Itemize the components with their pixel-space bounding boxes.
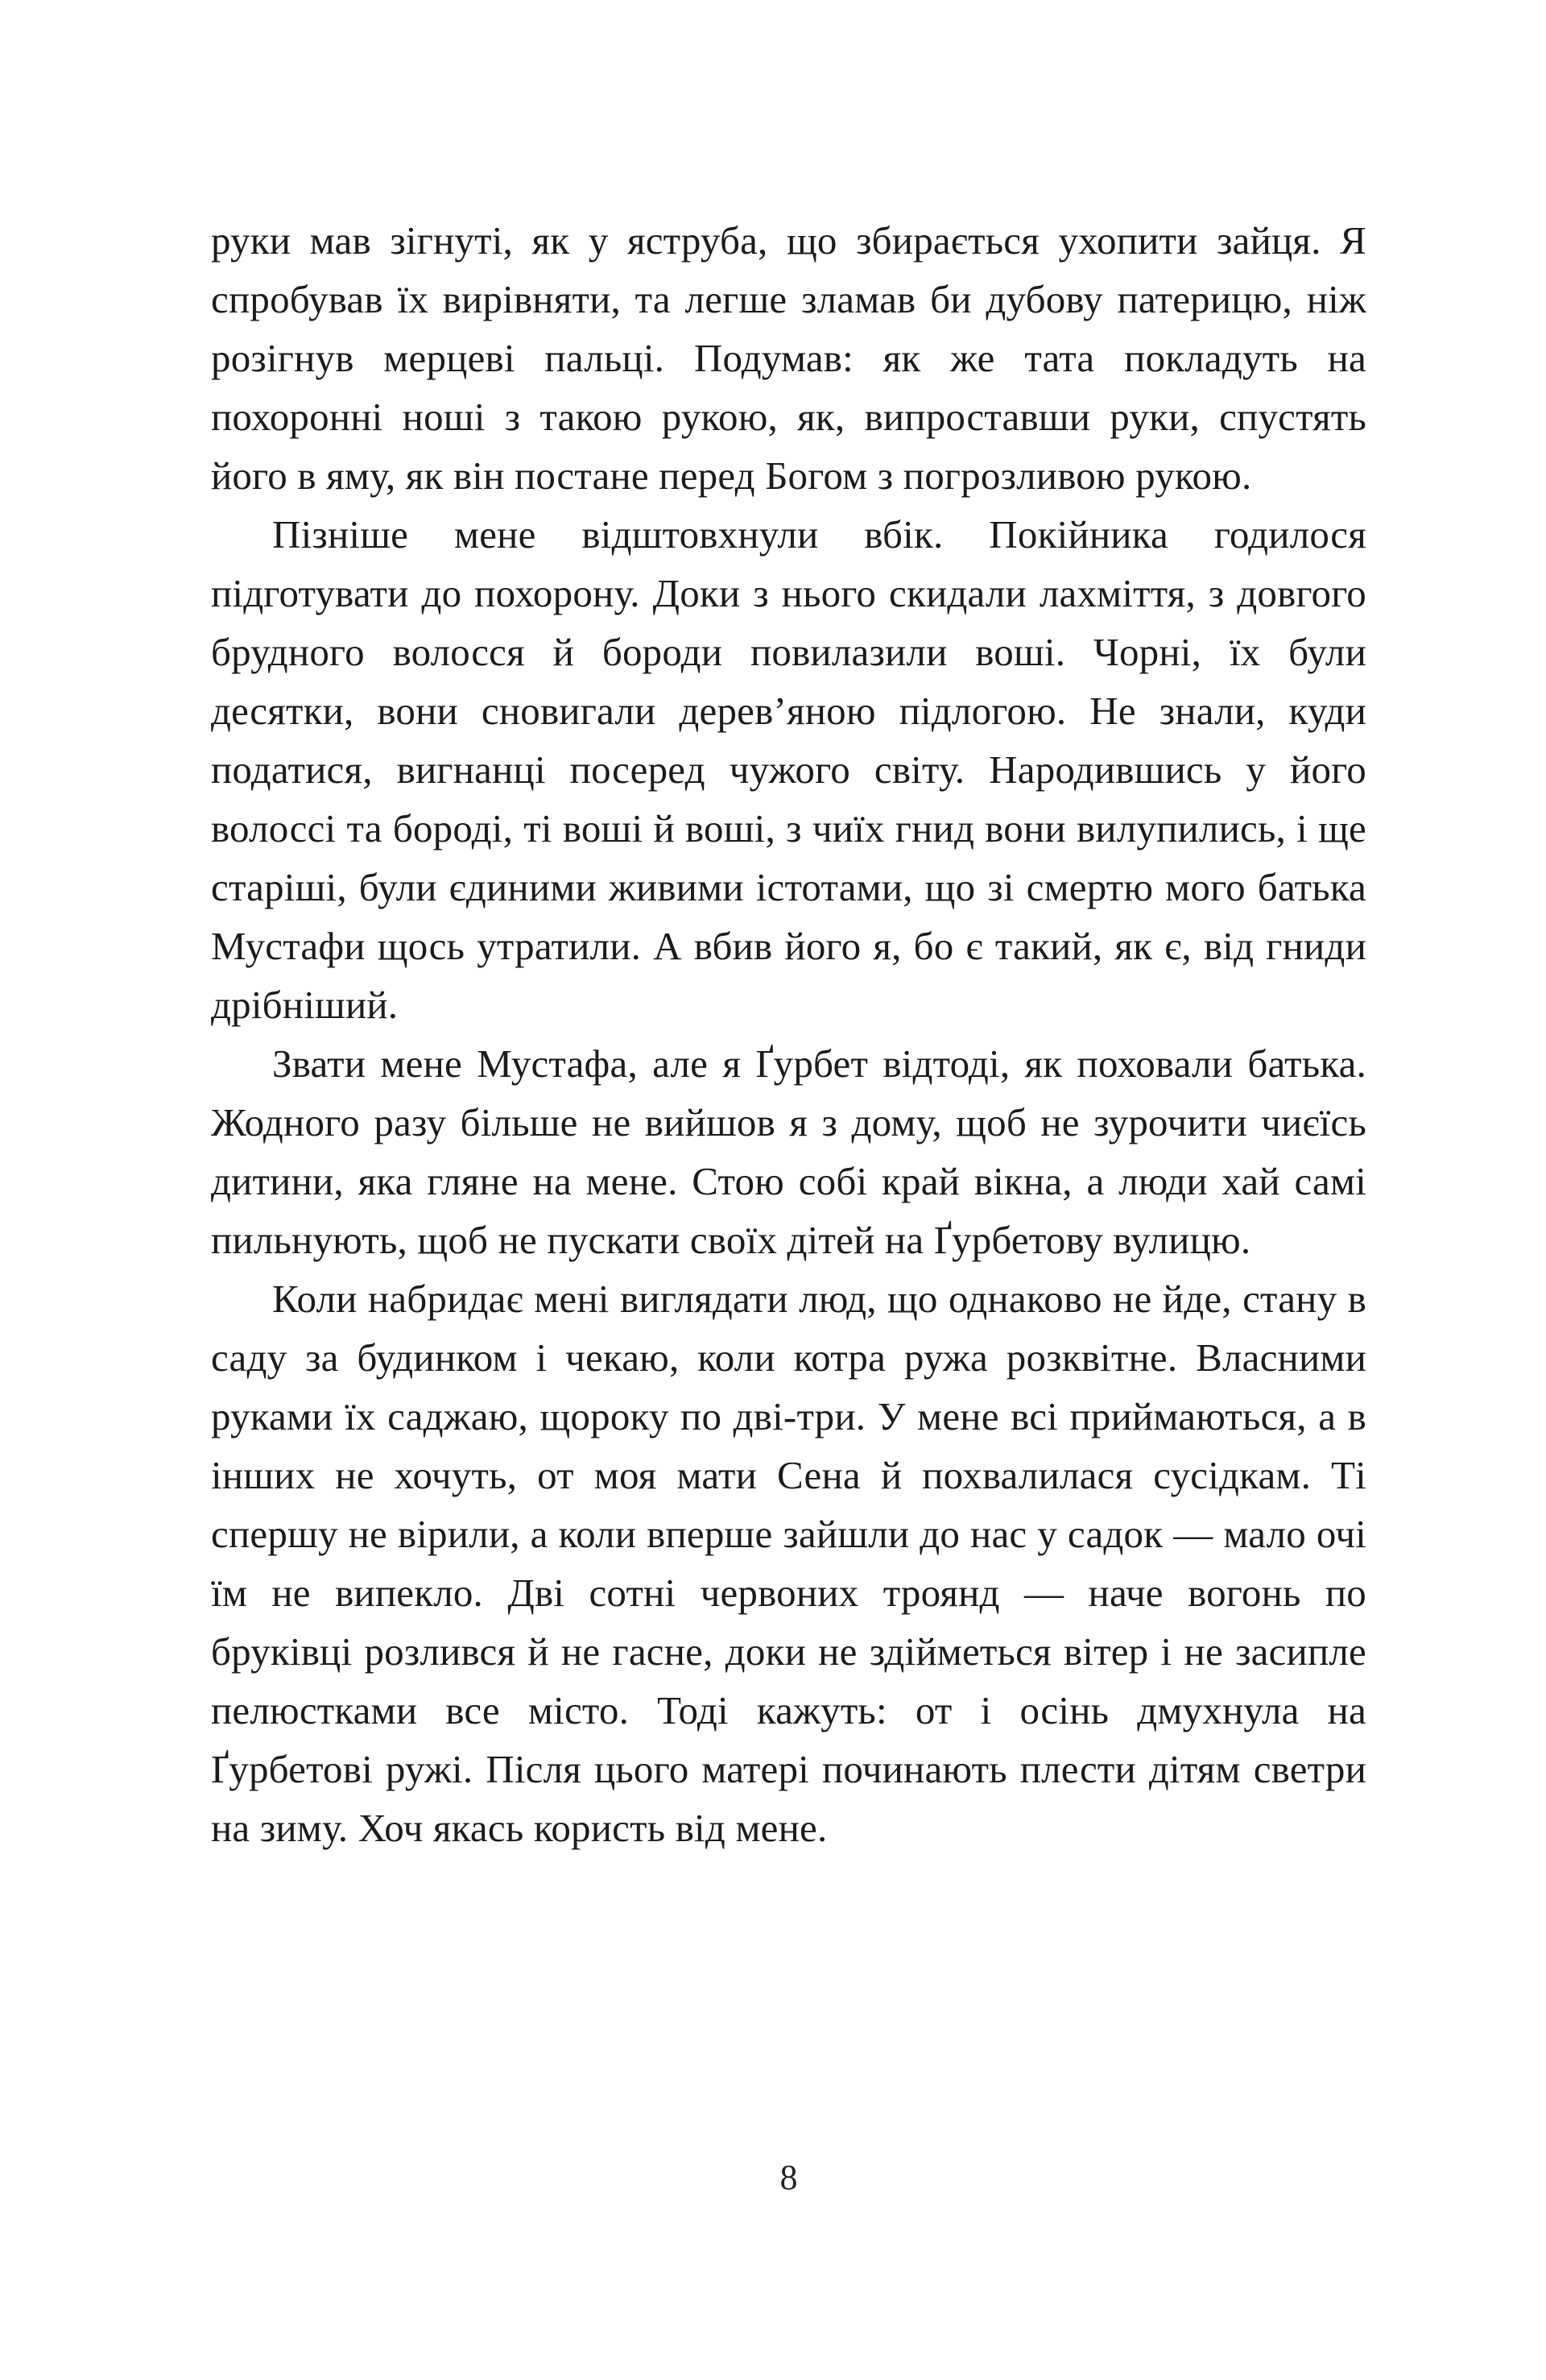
page-number: 8 [779, 2158, 798, 2197]
paragraph: руки мав зігнуті, як у яструба, що збирається ухопити зайця. Я спробував їх вирівняти, та легше зламав би дубову патерицю, ніж розігнув мерцеві пальці. Подумав: як же тата покладуть на похоронні ноші з такою рукою, як, випроставши руки, спустять його в яму, як він постане перед Богом з погрозливою рукою. [211, 218, 1366, 498]
paragraph: Звати мене Мустафа, але я Ґурбет відтоді, як поховали батька. Жодного разу більше не вийшов я з дому, щоб не зурочити чиєїсь дитини, яка гляне на мене. Стою собі край вікна, а люди хай самі пильнують, щоб не пускати своїх дітей на Ґурбетову вулицю. [211, 1041, 1366, 1262]
paragraph: Коли набридає мені виглядати люд, що однаково не йде, стану в саду за будинком і чекаю, коли котра ружа розквітне. Власними руками їх саджаю, щороку по дві-три. У мене всі приймаються, а в інших не хочуть, от моя мати Сена й похвалилася сусідкам. Ті спершу не вірили, а коли вперше зайшли до нас у садок — мало очі їм не випекло. Дві сотні червоних троянд — наче вогонь по бруківці розлився й не гасне, доки не здійметься вітер і не засипле пелюстками все місто. Тоді кажуть: от і осінь дмухнула на Ґурбетові ружі. Після цього матері починають плести дітям светри на зиму. Хоч якась користь від мене. [211, 1277, 1366, 1850]
paragraph: Пізніше мене відштовхнули вбік. Покійника годилося підготувати до похорону. Доки з нього скидали лахміття, з довгого брудного волосся й бороди повилазили воші. Чорні, їх були десятки, вони сновигали дерев’яною підлогою. Не знали, куди податися, вигнанці посеред чужого світу. Народившись у його волоссі та бороді, ті воші й воші, з чиїх гнид вони вилупились, і ще старіші, були єдиними живими істотами, що зі смертю мого батька Мустафи щось утратили. А вбив його я, бо є такий, як є, від гниди дрібніший. [211, 512, 1366, 1027]
page-text [211, 211, 1366, 1857]
